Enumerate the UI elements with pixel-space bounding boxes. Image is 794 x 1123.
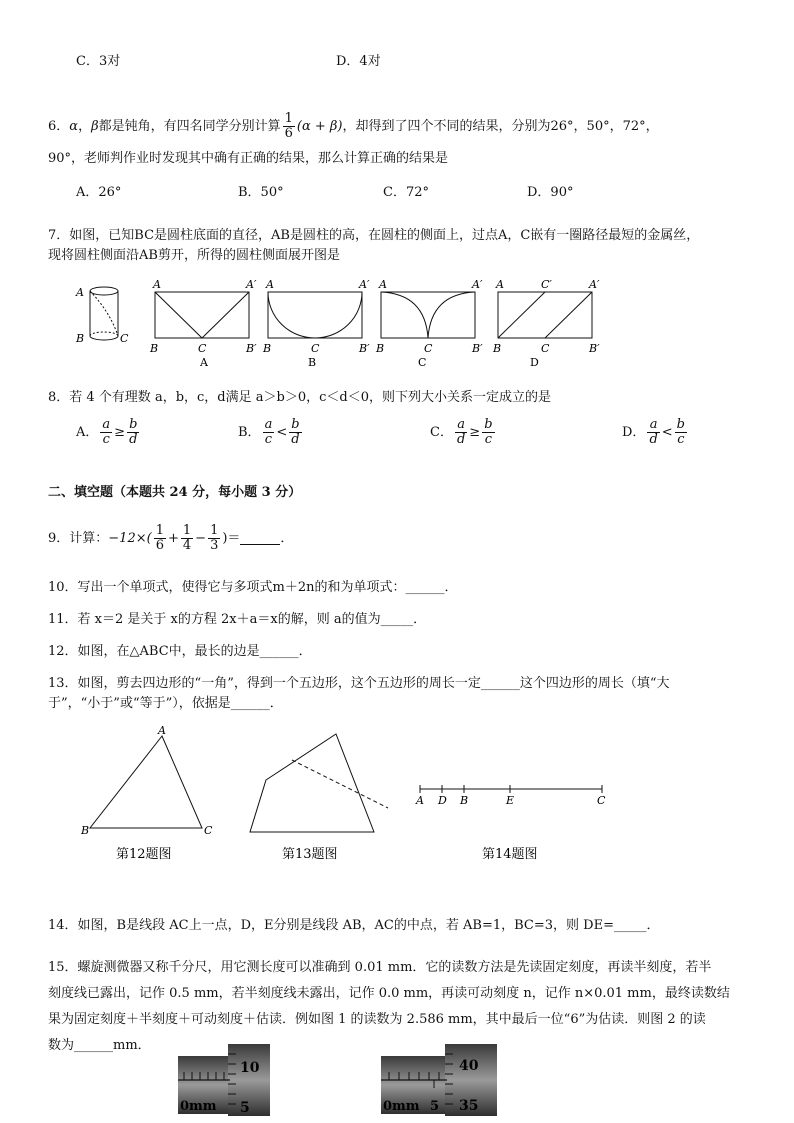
seg-label-a: A: [416, 794, 424, 807]
q6-frac-den: 6: [284, 126, 293, 141]
option-b-figure: [268, 292, 362, 338]
q8-right-den: d: [129, 432, 138, 447]
question-15-line4: 数为______mm．: [48, 1038, 151, 1053]
cyl-label-a: A: [76, 286, 84, 299]
q6-text-a: 都是钝角，有四名同学分别计算: [98, 119, 281, 134]
optC-label-b: B: [376, 342, 385, 355]
optA-label-a: A: [153, 278, 161, 291]
q8-left-den: c: [264, 432, 273, 447]
optD-label-c: C: [541, 342, 550, 355]
micrometer1-top: 10: [240, 1060, 260, 1076]
optD-label-bp: B′: [589, 342, 600, 355]
q7-line1: 7．如图，已知BC是圆柱底面的直径，AB是圆柱的高，在圆柱的侧面上，过点A，C嵌有一圈路径最短的金属丝，: [48, 228, 700, 243]
q9-frac-2: [181, 524, 193, 553]
q8-right-num: b: [484, 417, 493, 432]
q8-fraction-right: [482, 418, 494, 447]
q8-fraction-left: [647, 418, 659, 447]
q6-option-b: B．50°: [238, 185, 284, 200]
question-14: 14．如图，B是线段 AC上一点，D，E分别是线段 AB，AC的中点，若 AB=1，BC=3，则 DE=_____．: [48, 918, 660, 933]
q8-text: 8．若 4 个有理数 a，b，c，d满足 a＞b＞0，c＜d＜0，则下列大小关系一定成立的是: [48, 390, 551, 405]
fig14-caption: 第14题图: [482, 847, 538, 862]
optB-letter: B: [308, 356, 317, 369]
q8-right-num: b: [676, 417, 685, 432]
q9-minus: −: [195, 531, 207, 546]
q6-prefix: 6．: [48, 119, 70, 134]
q6-option-a: A．26°: [76, 185, 122, 200]
micrometer2-mark: 5: [430, 1099, 440, 1114]
q8-option-label: A．: [76, 425, 99, 440]
q8-right-num: b: [129, 417, 138, 432]
section2-title: 二、填空题（本题共 24 分，每小题 3 分）: [48, 485, 302, 500]
option-a-figure: [155, 292, 249, 338]
seg-label-c: C: [597, 794, 606, 807]
q8-fraction-left: [263, 418, 275, 447]
q8-option-c: [430, 416, 497, 450]
optD-label-ap: A′: [589, 278, 600, 291]
cylinder-figure: [90, 287, 118, 340]
option-c-figure: [381, 292, 475, 338]
q8-option-a: [76, 416, 141, 450]
q9-f2-num: 1: [182, 523, 192, 538]
optA-label-b: B: [150, 342, 159, 355]
optC-letter: C: [418, 356, 427, 369]
q8-operator: ≥: [469, 425, 481, 440]
q9-f1-den: 6: [155, 538, 164, 553]
optD-label-b: B: [493, 342, 502, 355]
tri-label-a: A: [158, 724, 166, 737]
option-d-figure: [498, 292, 592, 338]
q6-line2: 90°，老师判作业时发现其中确有正确的结果，那么计算正确的结果是: [48, 151, 449, 166]
q8-fraction-right: [127, 418, 139, 447]
optB-label-c: C: [311, 342, 320, 355]
q9-plus: +: [167, 531, 179, 546]
tri-label-c: C: [204, 824, 213, 837]
q8-left-den: d: [649, 432, 658, 447]
q8-operator: <: [661, 425, 673, 440]
micrometer2-bottom: 35: [459, 1098, 479, 1114]
question-11: 11．若 x＝2 是关于 x的方程 2x＋a＝x的解，则 a的值为_____．: [48, 612, 427, 627]
optC-label-ap: A′: [472, 278, 483, 291]
question-13-line1: 13．如图，剪去四边形的“一角”，得到一个五边形，这个五边形的周长一定______这个四边形的周长（填“大: [48, 676, 670, 691]
micrometer1-bottom: 5: [240, 1100, 250, 1116]
q9-f2-den: 4: [182, 538, 192, 553]
q8-operator: <: [276, 425, 288, 440]
alpha-symbol: α: [69, 119, 79, 134]
q8-fraction-left: [455, 418, 467, 447]
q6-comma: ，: [78, 119, 92, 134]
q8-left-num: a: [102, 417, 111, 432]
optA-label-bp: B′: [246, 342, 257, 355]
optB-label-bp: B′: [359, 342, 370, 355]
question-15-line2: 刻度线已露出，记作 0.5 mm，若半刻度线未露出，记作 0.0 mm，再读可动刻度 n，记作 n×0.01 mm，最终读数结: [48, 986, 730, 1001]
q7-figures: [70, 272, 610, 372]
optD-label-a: A: [496, 278, 504, 291]
optB-label-ap: A′: [359, 278, 370, 291]
q6-fraction: [283, 112, 295, 141]
q8-option-label: D．: [622, 425, 646, 440]
triangle-abc: [90, 736, 202, 828]
fig13-caption: 第13题图: [282, 847, 338, 862]
q9-f1-num: 1: [155, 523, 164, 538]
optC-label-c: C: [424, 342, 433, 355]
q6-option-d: D．90°: [527, 185, 574, 200]
q8-left-num: a: [455, 418, 467, 433]
q8-operator: ≥: [114, 425, 126, 440]
optA-label-c: C: [198, 342, 207, 355]
q8-right-den: c: [484, 432, 492, 447]
q8-left-num: a: [647, 418, 659, 433]
question-15-line1: 15．螺旋测微器又称千分尺，用它测长度可以准确到 0.01 mm．它的读数方法是先读固定刻度，再读半刻度，若半: [48, 960, 712, 975]
seg-label-d: D: [438, 794, 447, 807]
q9-frac-1: [154, 524, 166, 553]
cyl-label-c: C: [120, 332, 129, 345]
optC-label-a: A: [379, 278, 387, 291]
q8-right-num: b: [291, 417, 300, 432]
q9-frac-3: [208, 524, 220, 553]
micrometer2-top: 40: [459, 1058, 479, 1074]
q6-frac-num: 1: [284, 111, 293, 126]
q9-expr-a: −12×(: [108, 531, 152, 546]
q8-option-label: C．: [430, 425, 453, 440]
question-15-line3: 果为固定刻度＋半刻度＋可动刻度＋估读．例如图 1 的读数为 2.586 mm，其中最后一位“6”为估读．则图 2 的读: [48, 1012, 706, 1027]
optD-label-cp: C′: [541, 278, 552, 291]
figures-12-14: [70, 722, 630, 867]
fig12-caption: 第12题图: [116, 847, 172, 862]
q9-prefix: 9．计算：: [48, 531, 109, 546]
tri-label-b: B: [81, 824, 90, 837]
optA-label-ap: A′: [246, 278, 257, 291]
seg-label-e: E: [506, 794, 515, 807]
optB-label-a: A: [266, 278, 274, 291]
question-10: 10．写出一个单项式，使得它与多项式m＋2n的和为单项式：______．: [48, 580, 458, 595]
q8-option-label: B．: [238, 425, 261, 440]
q8-option-b: [238, 416, 304, 450]
q7-line2: 现将圆柱侧面沿AB剪开，所得的圆柱侧面展开图是: [48, 248, 340, 263]
q6-text-b: ，却得到了四个不同的结果，分别为26°，50°，72°，: [342, 119, 659, 134]
q6-option-c: C．72°: [383, 185, 429, 200]
q8-right-den: c: [677, 432, 685, 447]
micrometer-figure-1: [178, 1044, 270, 1116]
q9-expr-b: )＝: [222, 531, 241, 546]
segment-ac: [420, 785, 602, 793]
question-12: 12．如图，在△ABC中，最长的边是______．: [48, 644, 312, 659]
question-13-line2: 于”，“小于”或“等于”），依据是______．: [48, 696, 283, 711]
q9-f3-den: 3: [210, 538, 219, 553]
q8-right-den: d: [291, 432, 300, 447]
q8-option-d: [622, 416, 689, 450]
optB-label-b: B: [263, 342, 272, 355]
optA-letter: A: [200, 356, 208, 369]
q8-left-den: d: [456, 432, 466, 447]
optD-letter: D: [530, 356, 539, 369]
q9-answer-blank[interactable]: [240, 530, 280, 545]
micrometer2-unit: 0mm: [383, 1099, 420, 1114]
q5-option-c: C．3对: [76, 54, 121, 69]
optC-label-bp: B′: [472, 342, 483, 355]
question-6: [48, 112, 659, 141]
micrometer1-unit: 0mm: [180, 1099, 217, 1114]
micrometer-figure-2: [381, 1044, 497, 1116]
question-9: [48, 524, 293, 554]
cyl-label-b: B: [76, 332, 85, 345]
pentagon-figure: [250, 734, 388, 832]
q8-left-num: a: [264, 417, 273, 432]
beta-symbol: β: [91, 119, 99, 134]
q8-left-den: c: [102, 432, 110, 447]
q8-fraction-right: [675, 418, 687, 447]
q8-fraction-right: [289, 418, 301, 447]
q8-fraction-left: [100, 418, 112, 447]
q5-option-d: D．4对: [336, 54, 381, 69]
q9-f3-num: 1: [210, 523, 219, 538]
q6-expression: (α + β): [296, 119, 343, 134]
seg-label-b: B: [460, 794, 469, 807]
q9-end: ．: [280, 531, 294, 546]
